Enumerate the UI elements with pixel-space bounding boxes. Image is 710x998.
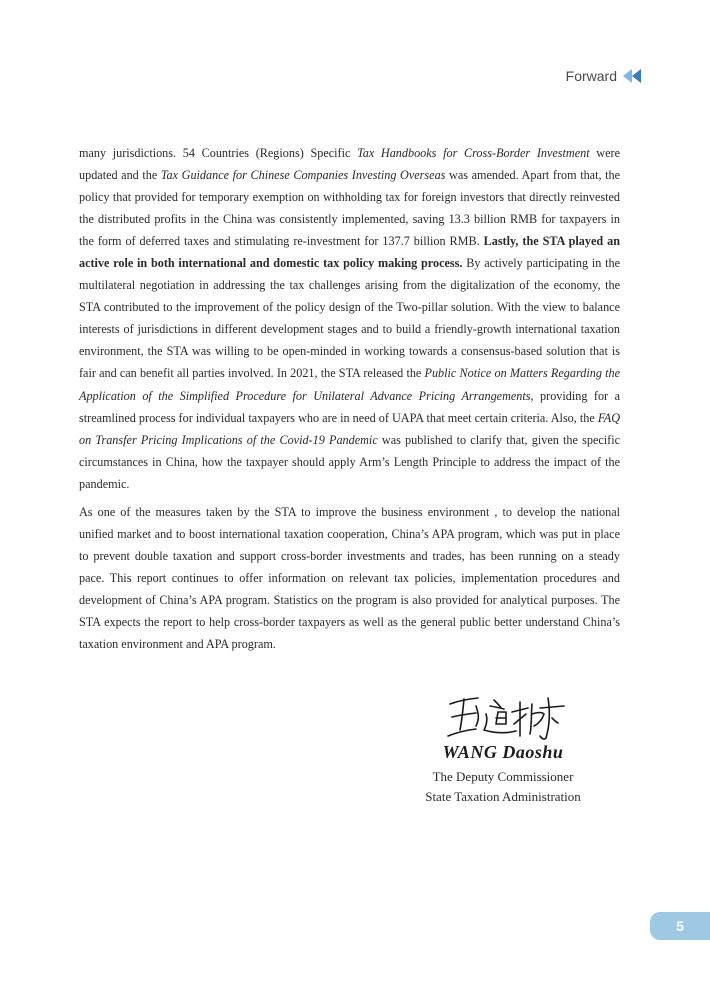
emphasis-text: Lastly, the STA played an active role in both international and domestic tax policy making process. (79, 234, 620, 271)
document-title-reference: Public Notice on Matters Regarding the Application of the Simplified Procedure for Unilateral Advance Pricing Arrangements (79, 366, 620, 403)
text-run: was published to clarify that, given the specific circumstances in China, how the taxpayer should apply Arm’s Length Principle to address the impact of the pandemic. (79, 432, 621, 491)
signer-organization: State Taxation Administration (425, 789, 581, 804)
body-paragraph (79, 142, 620, 495)
document-title-reference: Tax Handbooks for Cross-Border Investment (357, 146, 590, 160)
handwritten-signature (446, 690, 570, 742)
text-run: , providing for a streamlined process for individual taxpayers who are in need of UAPA that meet certain criteria. Also, the (79, 388, 620, 425)
page-number: 5 (676, 918, 684, 934)
body-text (79, 142, 620, 655)
body-paragraph (79, 501, 620, 655)
document-title-reference: Tax Guidance for Chinese Companies Investing Overseas (160, 168, 446, 183)
double-left-arrow-icon (622, 68, 642, 84)
signer-name: WANG Daoshu (442, 742, 564, 762)
text-run: many jurisdictions. 54 Countries (Regions) Specific (79, 146, 358, 160)
text-run: By actively participating in the multilateral negotiation in addressing the tax challenges arising from the digitalization of the economy, the STA contributed to the improvement of the policy design of the Two-pillar solution. With the view to balance interests of jurisdictions in different development stages and to build a friendly-growth international taxation environment, the STA was willing to be open-minded in working towards a consensus-based solution that is fair and can benefit all parties involved. In 2021, the STA released the (79, 256, 620, 381)
text-run: were updated and the (79, 146, 620, 183)
page-number-tab (650, 912, 710, 940)
signer-title: The Deputy Commissioner (432, 769, 574, 784)
document-title-reference: FAQ on Transfer Pricing Implications of the Covid-19 Pandemic (79, 410, 620, 447)
text-run: As one of the measures taken by the STA to improve the business environment , to develop the national unified market and to boost international taxation cooperation, China’s APA program, which was put in place to prevent double taxation and support cross-border investments and trades, has been running on a steady pace. This report continues to offer information on relevant tax policies, implementation procedures and development of China’s APA program. Statistics on the program is also provided for analytical purposes. The STA expects the report to help cross-border taxpayers as well as the general public better understand China’s taxation environment and APA program. (79, 504, 620, 652)
section-header (566, 68, 642, 84)
section-label: Forward (565, 68, 617, 84)
text-run: was amended. Apart from that, the policy that provided for temporary exemption on withholding tax for foreign investors that directly reinvested the distributed profits in the China was consistently implemented, saving 13.3 billion RMB for taxpayers in the form of deferred taxes and stimulating re-investment for 137.7 billion RMB. (79, 168, 621, 249)
